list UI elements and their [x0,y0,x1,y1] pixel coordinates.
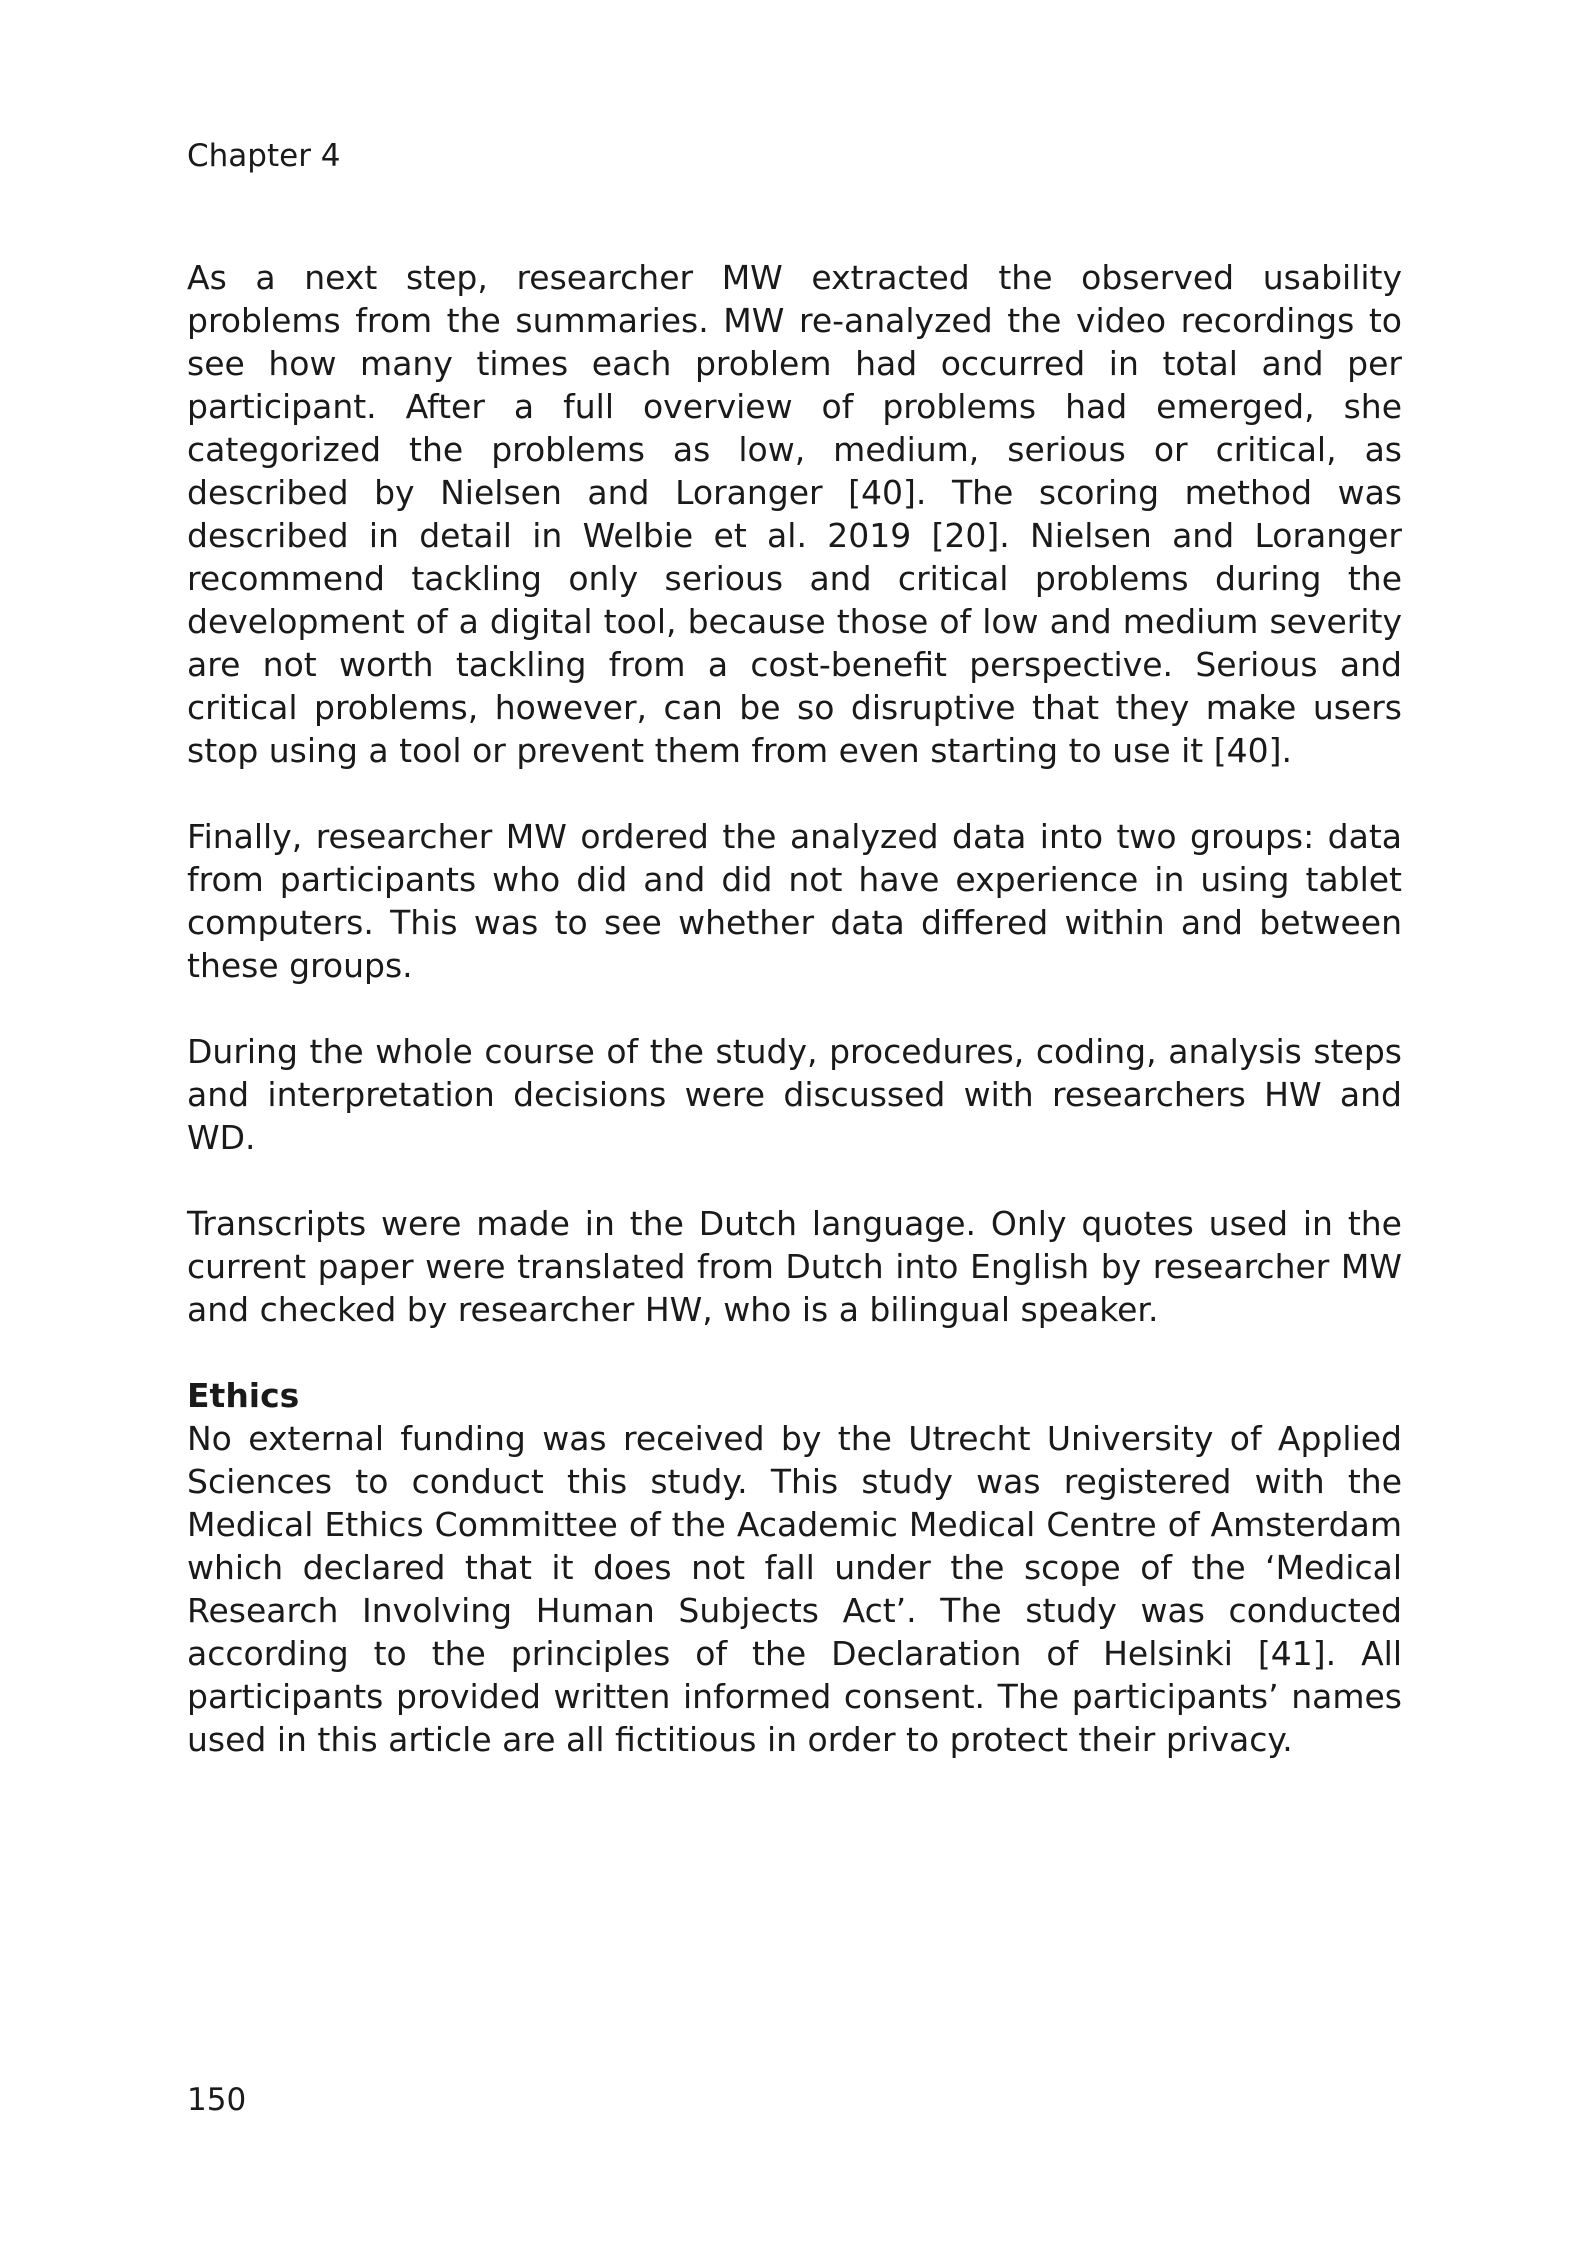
running-header: Chapter 4 [187,138,341,174]
page-number: 150 [187,2082,247,2118]
paragraph-discussion: During the whole course of the study, procedures, coding, analysis steps and interpretation decisions were discussed with researchers HW and WD. [187,1032,1402,1157]
ethics-heading: Ethics [187,1376,300,1415]
main-content [187,256,1402,1804]
paragraph-transcripts: Transcripts were made in the Dutch language. Only quotes used in the current paper were translated from Dutch into English by researcher MW and checked by researcher HW, who is a bilingual speaker. [187,1204,1402,1329]
ethics-paragraph: No external funding was received by the Utrecht University of Applied Sciences to conduct this study. This study was registered with the Medical Ethics Committee of the Academic Medical Centre of Amsterdam which declared that it does not fall under the scope of the ‘Medical Research Involving Human Subjects Act’. The study was conducted according to the principles of the Declaration of Helsinki [41]. All participants provided written informed consent. The participants’ names used in this article are all fictitious in order to protect their privacy. [187,1419,1402,1759]
paragraph-data-groups: Finally, researcher MW ordered the analyzed data into two groups: data from participants who did and did not have experience in using tablet computers. This was to see whether data differed within and between these groups. [187,817,1402,985]
paragraph-usability-problems: As a next step, researcher MW extracted the observed usability problems from the summaries. MW re-analyzed the video recordings to see how many times each problem had occurred in total and per participant. After a full overview of problems had emerged, she categorized the problems as low, medium, serious or critical, as described by Nielsen and Loranger [40]. The scoring method was described in detail in Welbie et al. 2019 [20]. Nielsen and Loranger recommend tackling only serious and critical problems during the development of a digital tool, because those of low and medium severity are not worth tackling from a cost-benefit perspective. Serious and critical problems, however, can be so disruptive that they make users stop using a tool or prevent them from even starting to use it [40]. [187,258,1402,770]
